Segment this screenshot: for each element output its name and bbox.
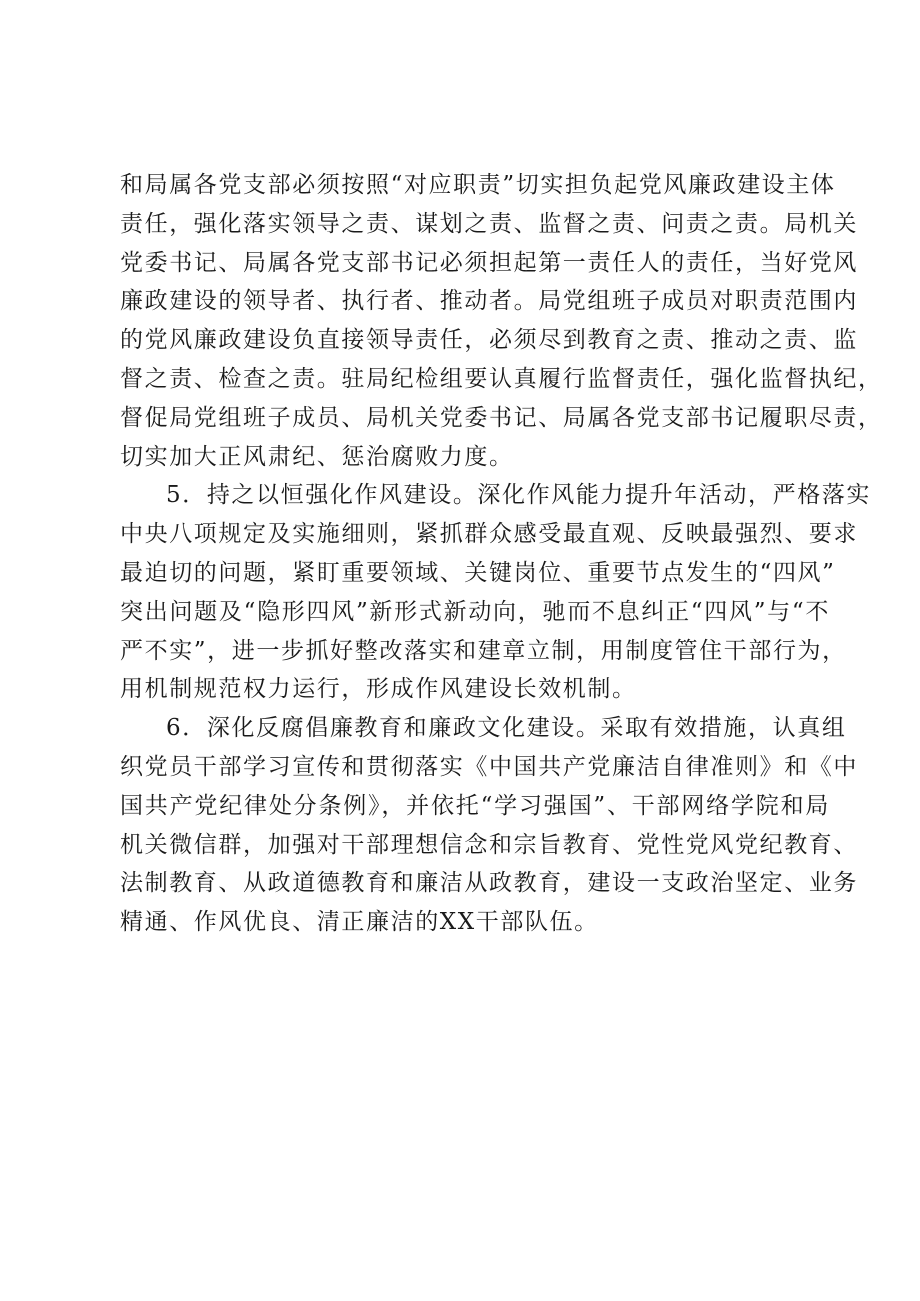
paragraph-item-6 bbox=[120, 709, 858, 942]
text-line: 督之责、检查之责。驻局纪检组要认真履行监督责任，强化监督执纪， bbox=[120, 365, 883, 392]
text-line: 最迫切的问题，紧盯重要领域、关键岗位、重要节点发生的“四风” bbox=[120, 559, 836, 586]
text-line: 督促局党组班子成员、局机关党委书记、局属各党支部书记履职尽责， bbox=[120, 404, 883, 431]
text-line: 切实加大正风肃纪、惩治腐败力度。 bbox=[120, 443, 514, 470]
text-line: 党委书记、局属各党支部书记必须担起第一责任人的责任，当好党风 bbox=[120, 249, 858, 276]
paragraph-continuation bbox=[120, 166, 883, 476]
text-line: 6．深化反腐倡廉教育和廉政文化建设。采取有效措施，认真组 bbox=[166, 715, 847, 742]
text-line: 突出问题及“隐形四风”新形式新动向，驰而不息纠正“四风”与“不 bbox=[120, 598, 830, 625]
text-line: 精通、作风优良、清正廉洁的XX干部队伍。 bbox=[120, 909, 599, 936]
text-line: 中央八项规定及实施细则，紧抓群众感受最直观、反映最强烈、要求 bbox=[120, 521, 858, 548]
text-line: 5．持之以恒强化作风建设。深化作风能力提升年活动，严格落实 bbox=[166, 482, 872, 509]
text-line: 责任，强化落实领导之责、谋划之责、监督之责、问责之责。局机关 bbox=[120, 210, 858, 237]
text-line: 法制教育、从政道德教育和廉洁从政教育，建设一支政治坚定、业务 bbox=[120, 870, 858, 897]
text-line: 织党员干部学习宣传和贯彻落实《中国共产党廉洁自律准则》和《中 bbox=[120, 753, 858, 780]
text-line: 和局属各党支部必须按照“对应职责”切实担负起党风廉政建设主体 bbox=[120, 172, 836, 198]
text-line: 廉政建设的领导者、执行者、推动者。局党组班子成员对职责范围内 bbox=[120, 288, 858, 315]
text-line: 严不实”，进一步抓好整改落实和建章立制，用制度管住干部行为， bbox=[120, 637, 847, 664]
text-line: 用机制规范权力运行，形成作风建设长效机制。 bbox=[120, 676, 637, 703]
text-line: 国共产党纪律处分条例》，并依托“学习强国”、干部网络学院和局 bbox=[120, 792, 830, 819]
text-line: 的党风廉政建设负直接领导责任，必须尽到教育之责、推动之责、监 bbox=[120, 327, 858, 354]
paragraph-item-5 bbox=[120, 476, 872, 709]
text-line: 机关微信群，加强对干部理想信念和宗旨教育、党性党风党纪教育、 bbox=[120, 831, 858, 858]
document-body bbox=[120, 166, 883, 942]
